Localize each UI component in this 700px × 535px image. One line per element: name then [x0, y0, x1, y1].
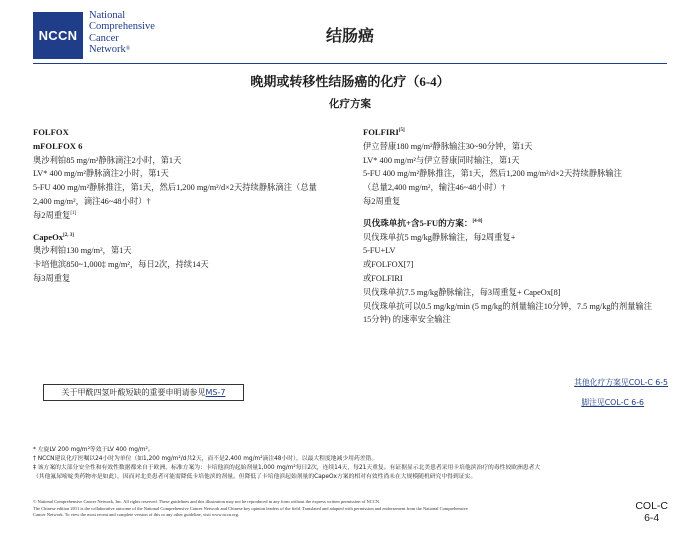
notice-text: 关于甲酰四氢叶酸短缺的重要申明请参见 — [61, 388, 206, 397]
logo-line: Comprehensive — [89, 21, 155, 33]
logo-line: Network — [89, 43, 126, 55]
regimen-line: 2,400 mg/m²，滴注46~48小时）† — [33, 196, 151, 206]
other-regimens-link[interactable]: 其他化疗方案见COL-C 6-5 — [574, 378, 668, 387]
leucovorin-shortage-notice — [43, 384, 244, 401]
regimen-line: 贝伐珠单抗7.5 mg/kg静脉输注，每3周重复+ CapeOx[8] — [363, 287, 561, 297]
logo-line: Cancer — [89, 32, 119, 44]
copyright-line: Cancer Network. To view the most recent and complete version of this or any other guideline, visit www.nccn.org. — [33, 512, 240, 518]
regimen-line: 贝伐珠单抗可以0.5 mg/kg/min (5 mg/kg的剂量输注10分钟，7.5 mg/kg的剂量输注 — [363, 301, 653, 311]
regimen-line: 5-FU 400 mg/m²静脉推注，第1天，然后1,200 mg/m²/d×2天持续静脉输注 — [363, 169, 623, 179]
reference-sup: [5] — [398, 128, 405, 134]
regimen-line: 每3周重复 — [33, 273, 71, 283]
reference-sup: [2, 3] — [63, 232, 74, 238]
copyright-line: The Chinese edition 2011 is the collaborative outcome of the National Comprehensive Cancer Network and Chinese key opinion leaders of the field. Translated and adapted with permission and endorsement from the National Comprehensive — [33, 505, 468, 511]
header-divider — [33, 63, 667, 64]
page-header — [0, 0, 700, 64]
copyright-notice — [33, 499, 623, 519]
page-title: 晚期或转移性结肠癌的化疗（6-4） — [250, 74, 450, 89]
regimen-line: 每2周重复 — [363, 196, 401, 206]
footnote: † NCCN建议化疗医嘱以24小时为单位（如1,200 mg/m²/d共2天，而不是2,400 mg/m²滴注48小时），以最大程度地减少用药差错。 — [33, 456, 378, 462]
regimen-line: （总量2,400 mg/m²，输注46~48小时）† — [363, 183, 506, 193]
regimen-line: LV* 400 mg/m²静脉滴注2小时，第1天 — [33, 169, 169, 179]
regimen-line: 15分钟) 的速率安全输注 — [363, 315, 451, 325]
logo-abbr: NCCN — [38, 28, 78, 43]
regimen-line: 贝伐珠单抗5 mg/kg静脉输注，每2周重复+ — [363, 232, 516, 242]
bevacizumab-label: 贝伐珠单抗+含5-FU的方案： — [363, 217, 473, 228]
header-title: 结肠癌 — [325, 26, 374, 45]
reference-sup: [4-8] — [472, 218, 483, 224]
regimen-line: 或FOLFOX[7] — [363, 260, 414, 270]
regimen-line: 卡培他滨850~1,000‡ mg/m²，每日2次，持续14天 — [33, 260, 209, 270]
regimen-text: 每2周重复 — [33, 210, 71, 220]
capeox-title — [33, 231, 333, 245]
registered-mark: ® — [125, 45, 131, 52]
bevacizumab-title — [363, 217, 683, 231]
footnotes-link[interactable]: 脚注见COL-C 6-6 — [581, 398, 644, 407]
regimen-line: 或FOLFIRI — [363, 273, 403, 283]
logo-line: National — [89, 10, 126, 21]
folfiri-label: FOLFIRI — [363, 127, 399, 137]
page-code-line: COL-C — [635, 500, 668, 512]
section-subtitle: 化疗方案 — [329, 99, 371, 110]
regimen-line: 奥沙利铂130 mg/m²，第1天 — [33, 246, 132, 256]
regimen-line: 奥沙利铂85 mg/m²静脉滴注2小时，第1天 — [33, 155, 182, 165]
page-code — [635, 500, 668, 524]
page-code-line: 6-4 — [644, 512, 660, 524]
regimen-line: 5-FU 400 mg/m²静脉推注，第1天，然后1,200 mg/m²/d×2天持续静脉滴注（总量 — [33, 183, 317, 193]
ms-7-link[interactable]: MS-7 — [205, 388, 226, 397]
right-regimen-column — [363, 126, 683, 327]
footnote: （其他氟尿嘧啶类药物亦是如此），因而对北美患者可能需降低卡培他滨的剂量。但降低了卡培他滨起始剂量的CapeOx方案的相对有效性尚未在大规模随机研究中得到证实。 — [33, 474, 477, 480]
capeox-label: CapeOx — [33, 231, 64, 242]
folfiri-title — [363, 126, 683, 140]
reference-sup: [1] — [70, 211, 77, 217]
regimen-line: 伊立替康180 mg/m²静脉输注30~90分钟，第1天 — [363, 141, 533, 151]
left-regimen-column — [33, 126, 333, 286]
copyright-line: © National Comprehensive Cancer Network, Inc. All rights reserved. These guidelines and this illustration may not be reproduced in any form without the express written permission of NCCN. — [33, 499, 381, 504]
regimen-line — [33, 209, 333, 223]
footnote: * 左旋LV 200 mg/m²等效于LV 400 mg/m²。 — [33, 447, 154, 453]
regimen-line: LV* 400 mg/m²与伊立替康同时输注，第1天 — [363, 155, 520, 165]
folfox-title: FOLFOX — [33, 127, 69, 137]
footnote: ‡ 该方案的大部分安全性和有效性数据都来自于欧洲，标准方案为：卡培他滨的起始剂量1,000 mg/m²每日2次，连续14天，每21天重复。有证据显示北美患者采用卡培他滨治疗的毒性较欧洲患者大 — [33, 465, 541, 471]
footnotes — [33, 446, 673, 482]
regimen-line: 5-FU+LV — [363, 246, 396, 256]
mfolfox6-title: mFOLFOX 6 — [33, 140, 83, 151]
